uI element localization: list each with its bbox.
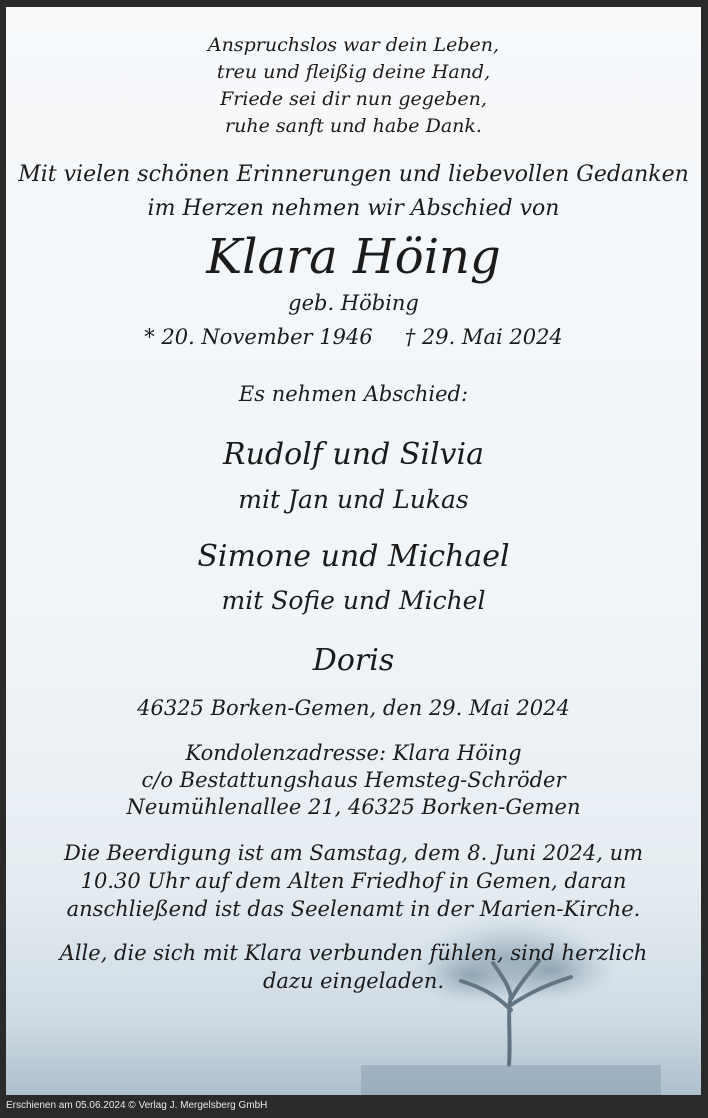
funeral-line: Die Beerdigung ist am Samstag, dem 8. Juni 2024, um: [63, 841, 644, 865]
death-date: † 29. Mai 2024: [404, 325, 563, 349]
mourner-name: Doris: [312, 643, 395, 678]
obituary-card: [6, 7, 701, 1095]
poem-line: Anspruchslos war dein Leben,: [207, 34, 500, 56]
invitation-line: Alle, die sich mit Klara verbunden fühlen, sind herzlich: [59, 941, 648, 965]
mourner-name: Rudolf und Silvia: [223, 437, 484, 472]
mourner-with: mit Sofie und Michel: [221, 586, 486, 615]
poem-line: treu und fleißig deine Hand,: [216, 61, 491, 83]
maiden-name: geb. Höbing: [288, 291, 419, 315]
place-date: 46325 Borken-Gemen, den 29. Mai 2024: [137, 696, 570, 720]
funeral-line: anschließend ist das Seelenamt in der Marien-Kirche.: [66, 897, 641, 921]
funeral-line: 10.30 Uhr auf dem Alten Friedhof in Gemen, daran: [80, 869, 627, 893]
condolence-line: Neumühlenallee 21, 46325 Borken-Gemen: [126, 795, 581, 819]
mourner-with: mit Jan und Lukas: [238, 485, 469, 514]
intro-line: Mit vielen schönen Erinnerungen und liebevollen Gedanken: [18, 162, 689, 187]
poem-line: Friede sei dir nun gegeben,: [220, 88, 487, 110]
condolence-line: Kondolenzadresse: Klara Höing: [185, 741, 522, 765]
condolence-line: c/o Bestattungshaus Hemsteg-Schröder: [141, 768, 566, 792]
publication-footer: Erschienen am 05.06.2024 © Verlag J. Mergelsberg GmbH: [6, 1100, 268, 1111]
invitation-line: dazu eingeladen.: [262, 969, 445, 993]
deceased-name: Klara Höing: [206, 229, 501, 285]
life-dates: [6, 325, 701, 349]
birth-date: * 20. November 1946: [144, 325, 373, 349]
mourner-name: Simone und Michael: [197, 539, 510, 574]
intro-line: im Herzen nehmen wir Abschied von: [147, 196, 560, 221]
poem-line: ruhe sanft und habe Dank.: [225, 115, 482, 137]
mourners-heading: Es nehmen Abschied:: [238, 382, 469, 406]
